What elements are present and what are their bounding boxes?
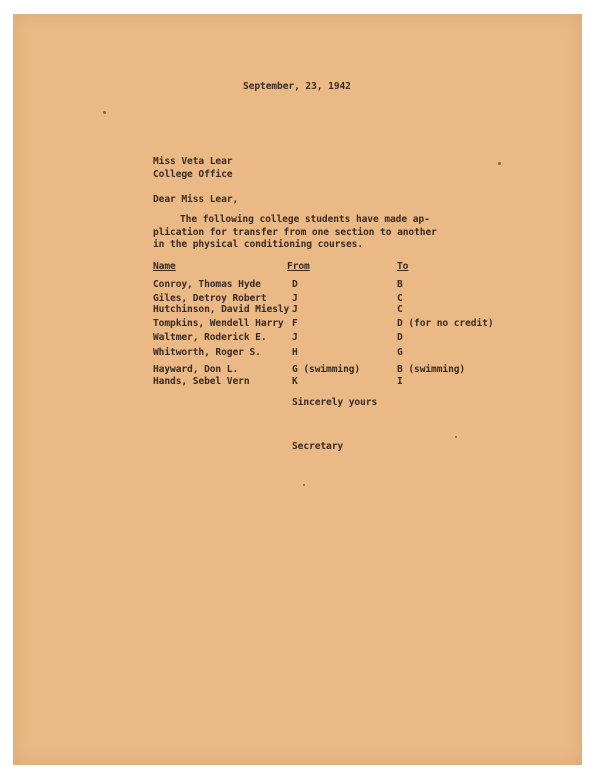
paper-speck xyxy=(498,162,501,165)
row-to: B (swimming) xyxy=(397,364,466,375)
row-name: Hayward, Don L. xyxy=(153,364,239,375)
row-from: G (swimming) xyxy=(292,364,361,375)
row-to: B xyxy=(397,279,403,290)
row-name: Giles, Detroy Robert xyxy=(153,293,267,304)
row-from: J xyxy=(292,293,298,304)
row-name: Waltmer, Roderick E. xyxy=(153,332,267,343)
body-line: plication for transfer from one section to another xyxy=(153,227,437,238)
paper-speck xyxy=(103,111,106,114)
column-header-from: From xyxy=(287,261,310,272)
body-line: in the physical conditioning courses. xyxy=(153,239,364,250)
recipient-office: College Office xyxy=(153,169,233,180)
signature-title: Secretary xyxy=(292,441,344,452)
recipient-name: Miss Veta Lear xyxy=(153,156,233,167)
row-name: Whitworth, Roger S. xyxy=(153,347,261,358)
row-from: H xyxy=(292,347,298,358)
row-from: D xyxy=(292,279,298,290)
row-to: G xyxy=(397,347,403,358)
column-header-to: To xyxy=(397,261,409,272)
row-to: C xyxy=(397,293,403,304)
row-to: I xyxy=(397,376,403,387)
row-from: J xyxy=(292,332,298,343)
row-to: D xyxy=(397,332,403,343)
row-to: C xyxy=(397,304,403,315)
letter-date: September, 23, 1942 xyxy=(243,81,351,92)
paper-speck xyxy=(303,484,305,486)
paper-speck xyxy=(455,436,457,438)
letter-page xyxy=(13,14,582,765)
row-name: Hands, Sebel Vern xyxy=(153,376,250,387)
row-name: Hutchinson, David Miesly xyxy=(153,304,290,315)
row-from: K xyxy=(292,376,298,387)
body-line: The following college students have made ap- xyxy=(180,214,430,225)
row-to: D (for no credit) xyxy=(397,318,494,329)
row-name: Conroy, Thomas Hyde xyxy=(153,279,261,290)
closing: Sincerely yours xyxy=(292,397,378,408)
row-from: J xyxy=(292,304,298,315)
column-header-name: Name xyxy=(153,261,176,272)
row-from: F xyxy=(292,318,298,329)
row-name: Tompkins, Wendell Harry xyxy=(153,318,284,329)
salutation: Dear Miss Lear, xyxy=(153,194,239,205)
